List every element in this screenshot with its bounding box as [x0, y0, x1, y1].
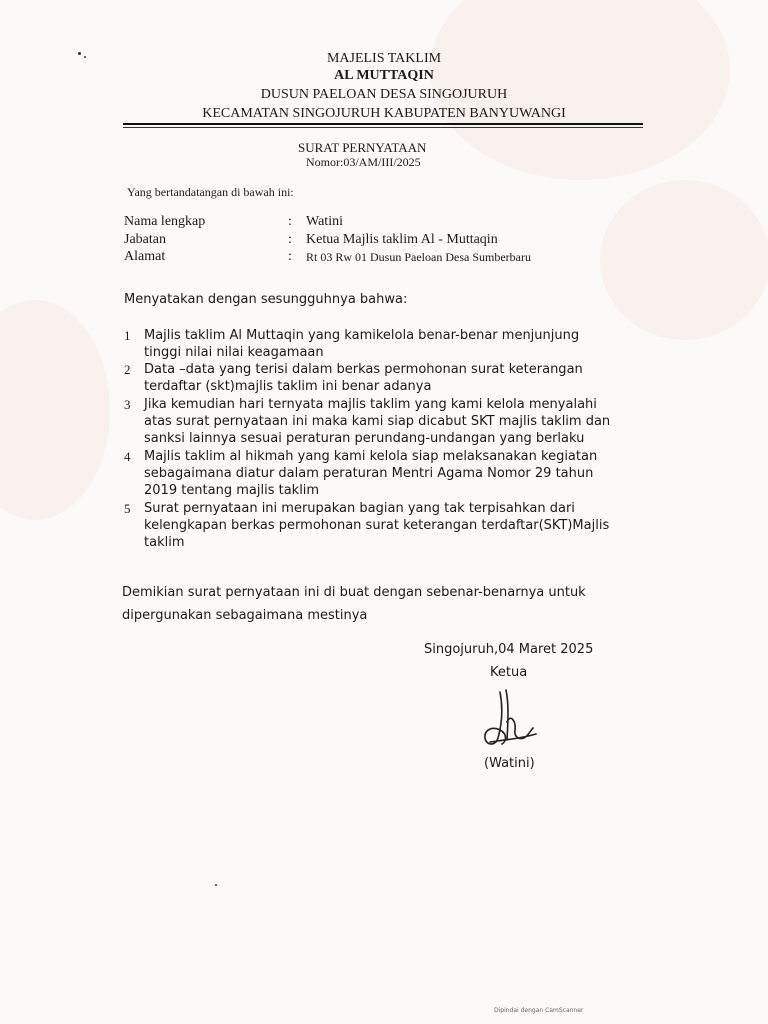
item-line: sanksi lainnya sesuai peraturan perundang-undangan yang berlaku [144, 431, 585, 446]
scanner-watermark: Dipindai dengan CamScanner [494, 1007, 584, 1014]
signatory-position: Ketua [490, 665, 528, 680]
item-line: atas surat pernyataan ini maka kami siap dicabut SKT majlis taklim dan [144, 414, 611, 429]
scan-speck [215, 884, 217, 886]
item-line: Majlis taklim al hikmah yang kami kelola siap melaksanakan kegiatan [144, 449, 598, 464]
letterhead-org: MAJELIS TAKLIM [326, 51, 442, 66]
signatory-name: (Watini) [484, 756, 535, 771]
item-line: 2019 tentang majlis taklim [144, 483, 320, 498]
place-date: Singojuruh,04 Maret 2025 [424, 642, 594, 657]
identity-value: Rt 03 Rw 01 Dusun Paeloan Desa Sumberbaru [306, 250, 531, 264]
item-number: 3 [124, 397, 131, 412]
item-line: Majlis taklim Al Muttaqin yang kamikelola benar-benar menjunjung [144, 328, 580, 343]
item-line: terdaftar (skt)majlis taklim ini benar adanya [144, 379, 432, 394]
item-line: Data –data yang terisi dalam berkas permohonan surat keterangan [144, 362, 583, 377]
letter-title: SURAT PERNYATAAN [298, 140, 427, 155]
identity-colon: : [288, 232, 292, 247]
item-line: kelengkapan berkas permohonan surat keterangan terdaftar(SKT)Majlis [144, 518, 610, 533]
background-stain [0, 300, 110, 520]
letterhead-district: KECAMATAN SINGOJURUH KABUPATEN BANYUWANGI [202, 106, 566, 121]
background-stain [600, 180, 768, 340]
item-number: 5 [124, 501, 131, 516]
item-number: 1 [124, 328, 131, 343]
letterhead-village: DUSUN PAELOAN DESA SINGOJURUH [260, 87, 508, 102]
closing-line: Demikian surat pernyataan ini di buat dengan sebenar-benarnya untuk [122, 585, 586, 600]
letterhead-divider [123, 123, 643, 125]
letterhead-name: AL MUTTAQIN [334, 68, 434, 83]
identity-label: Alamat [124, 249, 166, 264]
signature-image [476, 684, 546, 750]
item-number: 4 [124, 449, 131, 464]
identity-value: Watini [306, 214, 343, 229]
letter-intro: Yang bertandatangan di bawah ini: [127, 185, 294, 199]
scan-speck [78, 52, 81, 55]
identity-colon: : [288, 249, 292, 264]
letter-number: Nomor:03/AM/III/2025 [306, 155, 421, 169]
item-line: sebagaimana diatur dalam peraturan Mentri Agama Nomor 29 tahun [144, 466, 594, 481]
letterhead-divider-thin [123, 127, 643, 128]
item-line: Surat pernyataan ini merupakan bagian yang tak terpisahkan dari [144, 501, 575, 516]
statement-intro: Menyatakan dengan sesungguhnya bahwa: [124, 292, 408, 307]
scan-speck [84, 56, 86, 58]
item-number: 2 [124, 362, 131, 377]
item-line: Jika kemudian hari ternyata majlis taklim yang kami kelola menyalahi [144, 397, 597, 412]
identity-label: Nama lengkap [124, 214, 206, 229]
identity-label: Jabatan [124, 232, 166, 247]
item-line: taklim [144, 535, 185, 550]
identity-colon: : [288, 214, 292, 229]
item-line: tinggi nilai nilai keagamaan [144, 345, 324, 360]
identity-value: Ketua Majlis taklim Al - Muttaqin [306, 232, 498, 247]
closing-line: dipergunakan sebagaimana mestinya [122, 608, 368, 623]
